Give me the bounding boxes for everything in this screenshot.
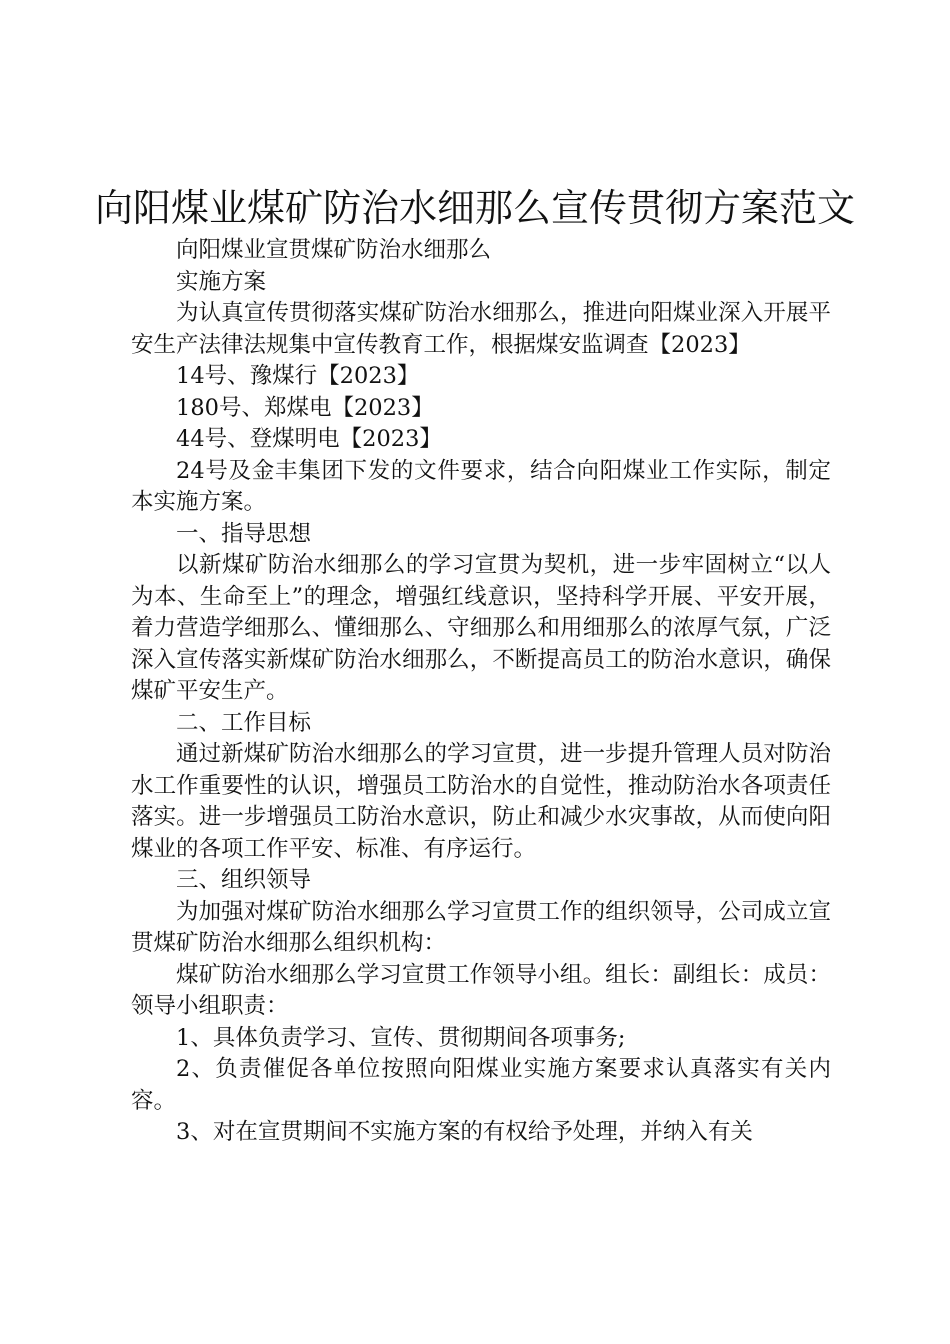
reference-line: 180号、郑煤电【2023】 (176, 394, 434, 421)
list-item: 3、对在宣贯期间不实施方案的有权给予处理，并纳入有关 (176, 1119, 753, 1145)
subtitle-line-2: 实施方案 (176, 268, 267, 295)
section-heading-1: 一、指导思想 (176, 520, 312, 547)
reference-line: 14号、豫煤行【2023】 (176, 363, 420, 389)
paragraph-leading-group: 煤矿防治水细那么学习宣贯工作领导小组。组长：副组长：成员：领导小组职责： (131, 961, 831, 1019)
paragraph-organization: 为加强对煤矿防治水细那么学习宣贯工作的组织领导，公司成立宣贯煤矿防治水细那么组织机构： (131, 898, 831, 956)
paragraph-intro: 为认真宣传贯彻落实煤矿防治水细那么，推进向阳煤业深入开展平安生产法律法规集中宣传教育工作，根据煤安监调查【2023】 (131, 300, 831, 358)
section-heading-2: 二、工作目标 (176, 709, 312, 736)
list-item: 2、负责催促各单位按照向阳煤业实施方案要求认真落实有关内容。 (131, 1056, 831, 1114)
subtitle-line-1: 向阳煤业宣贯煤矿防治水细那么 (176, 237, 492, 263)
list-item: 1、具体负责学习、宣传、贯彻期间各项事务; (176, 1024, 626, 1051)
paragraph-guiding-ideology: 以新煤矿防治水细那么的学习宣贯为契机，进一步牢固树立“以人为本、生命至上”的理念，增强红线意识，坚持科学开展、平安开展，着力营造学细那么、懂细那么、守细那么和用细那么的浓厚气氛，广泛深入宣传落实新煤矿防治水细那么，不断提高员工的防治水意识，确保煤矿平安生产。 (131, 552, 831, 704)
document-title: 向阳煤业煤矿防治水细那么宣传贯彻方案范文 (94, 186, 855, 230)
section-heading-3: 三、组织领导 (176, 867, 312, 893)
reference-line: 44号、登煤明电【2023】 (176, 426, 442, 452)
paragraph-intro-cont: 24号及金丰集团下发的文件要求，结合向阳煤业工作实际，制定本实施方案。 (131, 457, 831, 515)
document-body (131, 235, 831, 1149)
paragraph-work-goals: 通过新煤矿防治水细那么的学习宣贯，进一步提升管理人员对防治水工作重要性的认识，增强员工防治水的自觉性，推动防治水各项责任落实。进一步增强员工防治水意识，防止和减少水灾事故，从而使向阳煤业的各项工作平安、标准、有序运行。 (131, 741, 831, 862)
